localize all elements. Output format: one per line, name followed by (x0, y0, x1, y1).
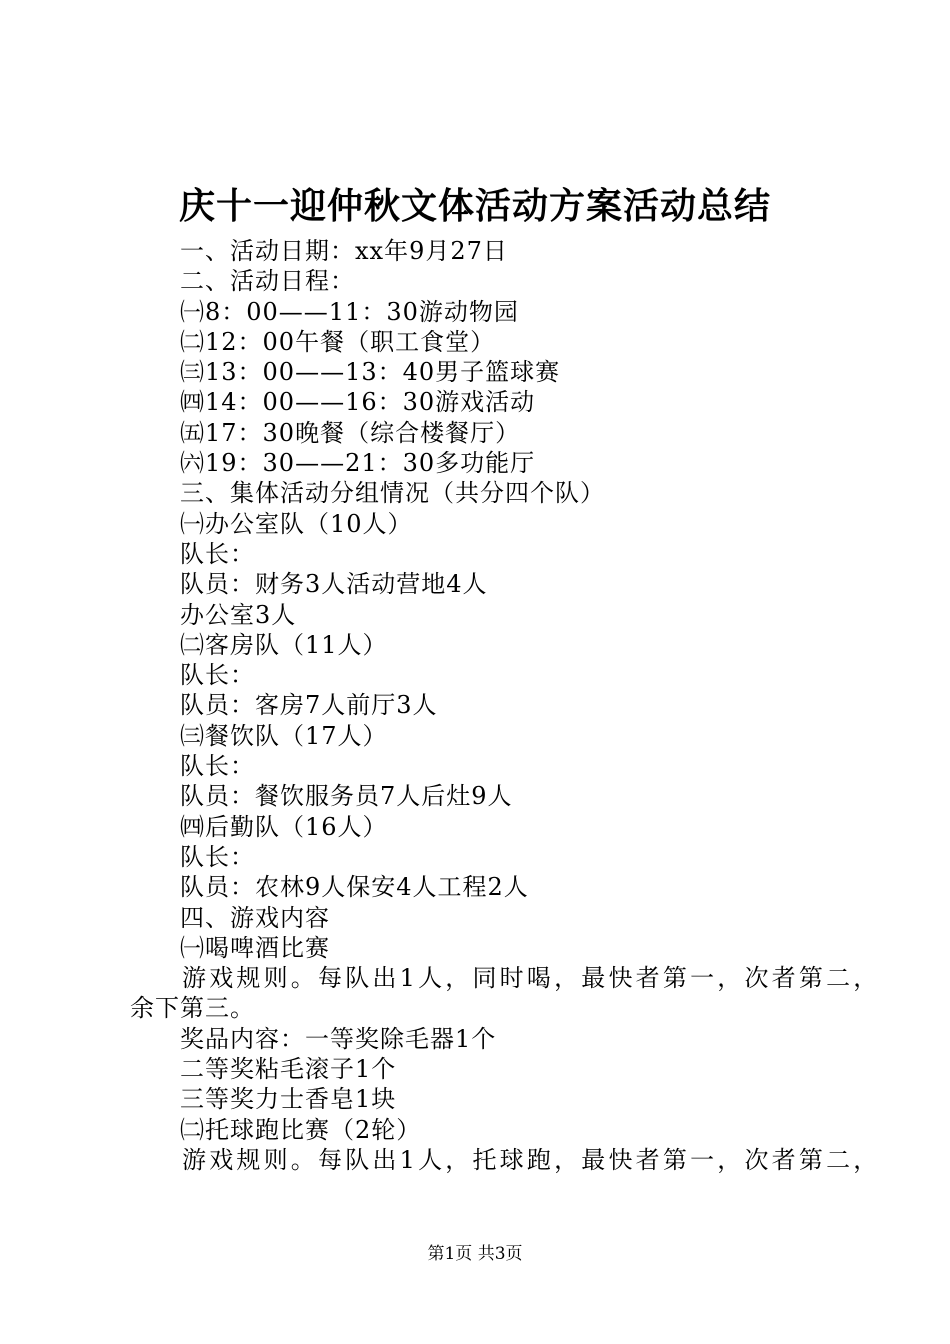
team-heading: ㈣后勤队（16人） (180, 812, 388, 841)
game-rules: 游戏规则。每队出1人，同时喝，最快者第一，次者第二， (182, 964, 881, 993)
team-members: 队员：财务3人活动营地4人 (180, 570, 488, 599)
document-body (130, 236, 881, 1175)
game-heading: ㈠喝啤酒比赛 (180, 933, 330, 962)
game-rules-continued: 余下第三。 (130, 994, 255, 1023)
team-heading: ㈠办公室队（10人） (180, 509, 413, 538)
prize-line: 二等奖粘毛滚子1个 (180, 1055, 397, 1084)
team-heading: ㈡客房队（11人） (180, 630, 388, 659)
team-captain: 队长： (180, 539, 255, 568)
team-members: 队员：农林9人保安4人工程2人 (180, 873, 529, 902)
schedule-item: ㈥19：30——21：30多功能厅 (180, 449, 536, 478)
schedule-item: ㈣14：00——16：30游戏活动 (180, 388, 536, 417)
prize-line: 三等奖力士香皂1块 (180, 1085, 397, 1114)
section-heading-date: 一、活动日期：xx年9月27日 (180, 237, 508, 265)
game-heading: ㈡托球跑比赛（2轮） (180, 1115, 422, 1144)
prize-line: 奖品内容：一等奖除毛器1个 (180, 1024, 497, 1053)
page-footer: 第1页 共3页 (427, 1244, 523, 1264)
section-heading-groups: 三、集体活动分组情况（共分四个队） (180, 479, 605, 508)
team-members-continued: 办公室3人 (180, 600, 297, 629)
team-members: 队员：客房7人前厅3人 (180, 691, 438, 720)
team-captain: 队长： (180, 842, 255, 871)
section-heading-schedule: 二、活动日程： (180, 267, 355, 296)
page-title: 庆十一迎仲秋文体活动方案活动总结 (178, 186, 771, 227)
schedule-item: ㈤17：30晚餐（综合楼餐厅） (180, 418, 521, 447)
game-rules: 游戏规则。每队出1人，托球跑，最快者第一，次者第二， (182, 1145, 881, 1174)
schedule-item: ㈡12：00午餐（职工食堂） (180, 327, 496, 356)
team-captain: 队长： (180, 661, 255, 690)
team-heading: ㈢餐饮队（17人） (180, 721, 388, 750)
team-captain: 队长： (180, 752, 255, 781)
section-heading-games: 四、游戏内容 (180, 903, 330, 932)
schedule-item: ㈢13：00——13：40男子篮球赛 (180, 358, 561, 387)
schedule-item: ㈠8：00——11：30游动物园 (180, 297, 519, 326)
team-members: 队员：餐饮服务员7人后灶9人 (180, 782, 513, 811)
